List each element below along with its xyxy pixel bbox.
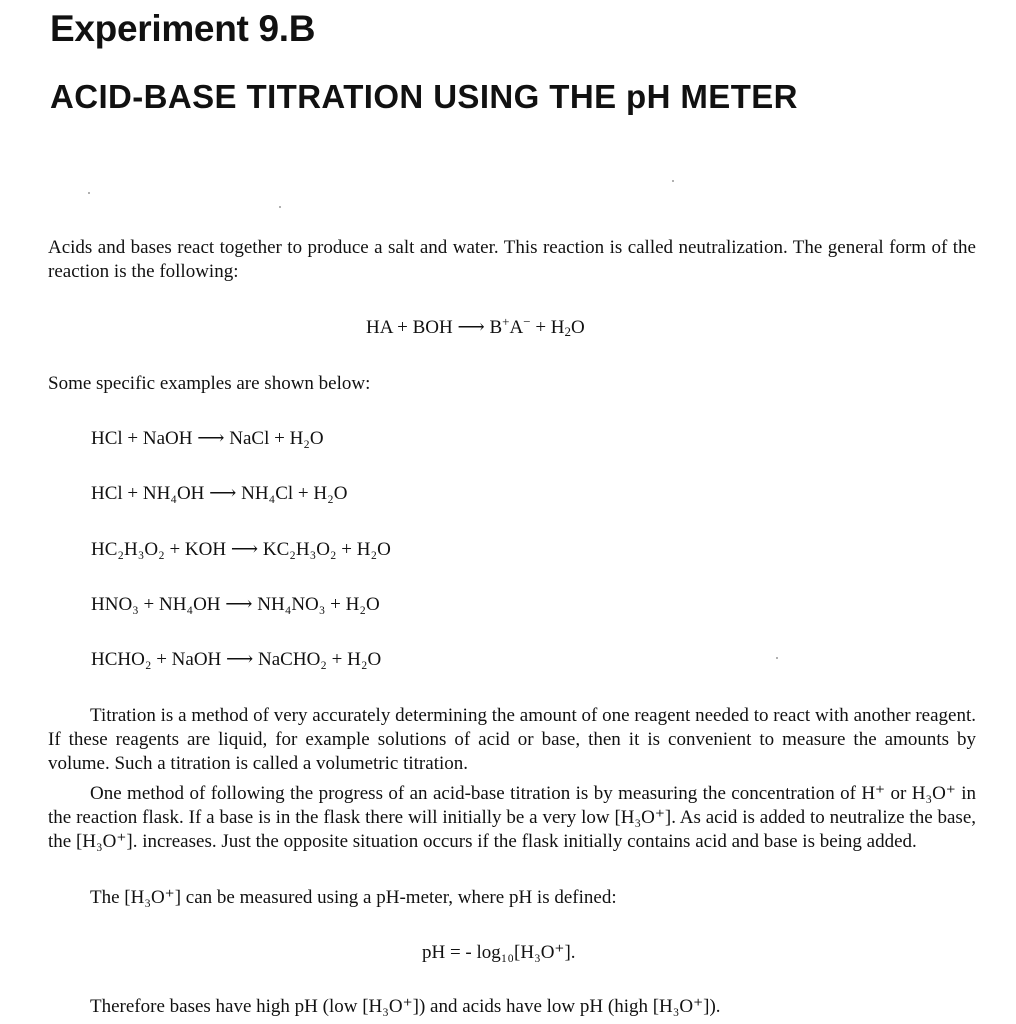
example-products: KC₂H₃O₂ + H₂O	[262, 539, 391, 560]
ph-meter-line: The [H₃O⁺] can be measured using a pH-meter, where pH is defined:	[90, 887, 617, 908]
experiment-number: Experiment 9.B	[50, 8, 316, 49]
general-equation-water: + H	[535, 317, 565, 338]
general-equation-water-end: O	[571, 317, 585, 338]
reaction-arrow-icon: ⟶	[230, 539, 259, 560]
example-reactants: HCHO₂ + NaOH	[91, 649, 222, 670]
example-products: NH₄NO₃ + H₂O	[257, 594, 380, 615]
general-equation-salt-anion: A	[509, 317, 524, 338]
intro-paragraph: Acids and bases react together to produce a salt and water. This reaction is called neutralization. The general form of the reaction is the following:	[48, 237, 976, 282]
scan-speck	[776, 657, 778, 659]
example-reactants: HCl + NH₄OH	[91, 483, 205, 504]
example-equation	[91, 427, 324, 451]
titration-paragraph: Titration is a method of very accurately determining the amount of one reagent needed to react with another reagent. If these reagents are liquid, for example solutions of acid or base, then it is convenient to measure the amounts by volume. Such a titration is called a volumetric titration.	[48, 705, 976, 774]
example-equation	[91, 482, 347, 506]
anion-charge: −	[523, 314, 531, 329]
example-reactants: HNO₃ + NH₄OH	[91, 594, 221, 615]
example-reactants: HC₂H₃O₂ + KOH	[91, 539, 227, 560]
example-products: NH₄Cl + H₂O	[241, 483, 348, 504]
page-title: ACID-BASE TITRATION USING THE pH METER	[50, 78, 798, 115]
reaction-arrow-icon: ⟶	[209, 483, 237, 504]
example-equation	[91, 648, 381, 672]
example-equation	[91, 538, 391, 562]
general-equation-reactants: HA + BOH	[366, 317, 453, 338]
scan-speck	[672, 180, 674, 182]
reaction-arrow-icon: ⟶	[225, 594, 253, 615]
water-subscript: 2	[564, 324, 572, 339]
example-products: NaCl + H₂O	[229, 428, 324, 449]
general-equation	[366, 316, 585, 340]
reaction-arrow-icon: ⟶	[457, 317, 485, 338]
ph-definition: pH = - log₁₀[H₃O⁺].	[422, 942, 576, 963]
scan-speck	[88, 192, 90, 194]
examples-intro: Some specific examples are shown below:	[48, 373, 371, 394]
general-equation-salt-cation: B	[489, 317, 503, 338]
example-reactants: HCl + NaOH	[91, 428, 193, 449]
reaction-arrow-icon: ⟶	[197, 428, 225, 449]
scan-speck	[279, 206, 281, 208]
example-products: NaCHO₂ + H₂O	[258, 649, 382, 670]
example-equation	[91, 593, 380, 617]
conclusion-line: Therefore bases have high pH (low [H₃O⁺]) and acids have low pH (high [H₃O⁺]).	[90, 996, 721, 1017]
cation-charge: +	[502, 314, 510, 329]
reaction-arrow-icon: ⟶	[226, 649, 254, 670]
ph-measurement-paragraph: One method of following the progress of an acid-base titration is by measuring the concentration of H⁺ or H₃O⁺ in the reaction flask. If a base is in the flask there will initially be a very low [H₃O⁺]. As acid is added to neutralize the base, the [H₃O⁺]. increases. Just the opposite situation occurs if the flask initially contains acid and base is being added.	[48, 783, 976, 852]
